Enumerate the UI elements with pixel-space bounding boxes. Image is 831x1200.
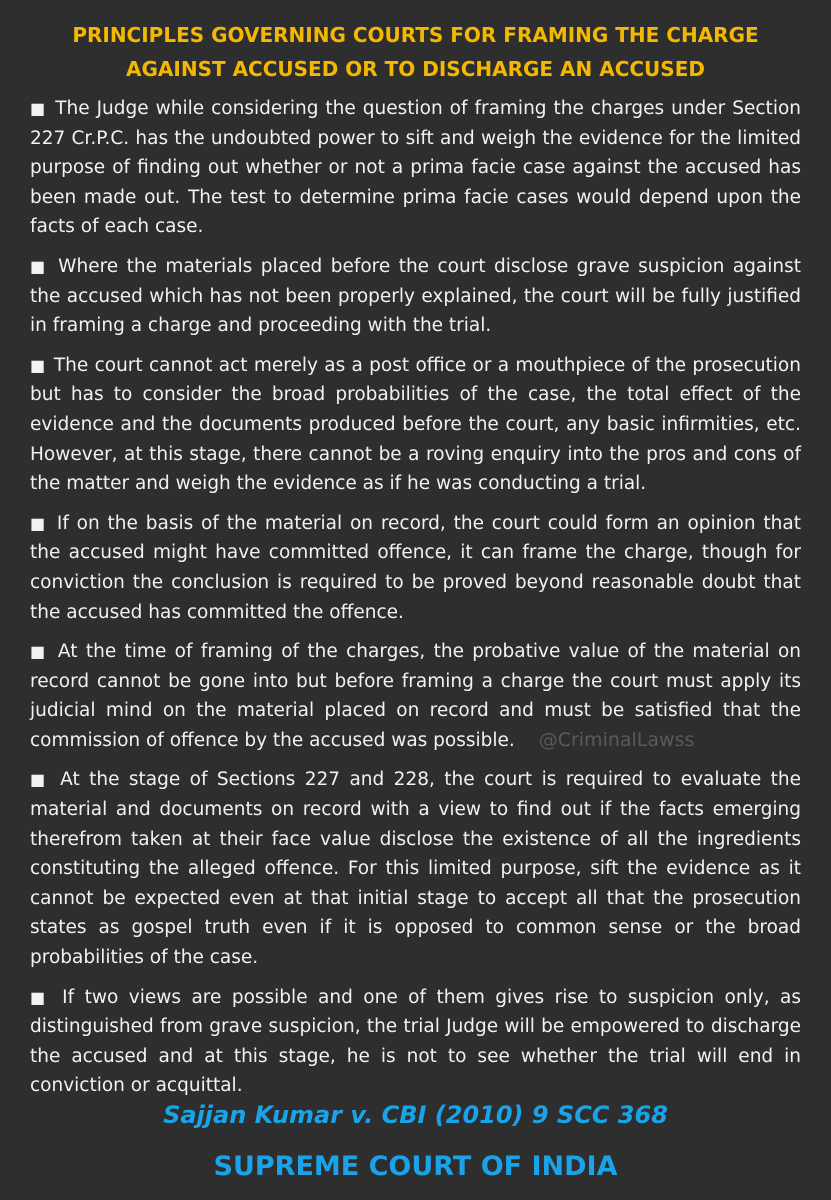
bullet-square-icon: ■ — [30, 513, 48, 533]
principle-paragraph-3 — [30, 351, 801, 499]
title-line-1: PRINCIPLES GOVERNING COURTS FOR FRAMING THE CHARGE — [72, 23, 759, 47]
bullet-square-icon: ■ — [30, 355, 46, 375]
principle-paragraph-2 — [30, 252, 801, 341]
watermark-handle: @CriminalLawss — [538, 728, 695, 751]
case-citation: Sajjan Kumar v. CBI (2010) 9 SCC 368 — [163, 1101, 668, 1129]
principle-paragraph-5 — [30, 637, 801, 755]
bullet-square-icon: ■ — [30, 642, 48, 662]
principle-paragraph-6 — [30, 765, 801, 972]
principle-text-6: At the stage of Sections 227 and 228, the court is required to evaluate the material and documents on record with a view to find out if the facts emerging therefrom taken at their face value disclose the existence of all the ingredients constituting the alleged offence. For this limited purpose, sift the evidence as it cannot be expected even at that initial stage to accept all that the prosecution states as gospel truth even if it is opposed to common sense or the broad probabilities of the case. — [30, 769, 801, 969]
principle-paragraph-4 — [30, 509, 801, 627]
court-name: SUPREME COURT OF INDIA — [213, 1151, 618, 1182]
bullet-square-icon: ■ — [30, 256, 48, 276]
title-line-2: AGAINST ACCUSED OR TO DISCHARGE AN ACCUSED — [126, 57, 705, 81]
principle-paragraph-1 — [30, 94, 801, 242]
principle-text-5: At the time of framing of the charges, the probative value of the material on record cannot be gone into but before framing a charge the court must apply its judicial mind on the material placed on record and must be satisfied that the commission of offence by the accused was possible. — [30, 641, 801, 751]
bullet-square-icon: ■ — [30, 99, 47, 118]
principle-text-1: The Judge while considering the question of framing the charges under Section 227 Cr.P.C. has the undoubted power to sift and weigh the evidence for the limited purpose of finding out whether or not a prima facie case against the accused has been made out. The test to determine prima facie cases would depend upon the facts of each case. — [30, 98, 801, 238]
principle-text-4: If on the basis of the material on record, the court could form an opinion that the accused might have committed offence, it can frame the charge, though for conviction the conclusion is required to be proved beyond reasonable doubt that the accused has committed the offence. — [30, 512, 801, 623]
principles-list — [30, 94, 801, 1111]
bullet-square-icon: ■ — [30, 770, 49, 790]
page-title — [0, 18, 831, 86]
principle-text-7: If two views are possible and one of them gives rise to suspicion only, as distinguished from grave suspicion, the trial Judge will be empowered to discharge the accused and at this stage, he is not to see whether the trial will end in conviction or acquittal. — [30, 986, 802, 1097]
principle-text-2: Where the materials placed before the court disclose grave suspicion against the accused which has not been properly explained, the court will be fully justified in framing a charge and proceeding with the trial. — [30, 255, 802, 337]
principle-paragraph-7 — [30, 983, 801, 1101]
bullet-square-icon: ■ — [30, 987, 50, 1007]
principle-text-3: The court cannot act merely as a post office or a mouthpiece of the prosecution but has to consider the broad probabilities of the case, the total effect of the evidence and the documents produced before the court, any basic infirmities, etc. However, at this stage, there cannot be a roving enquiry into the pros and cons of the matter and weigh the evidence as if he was conducting a trial. — [30, 354, 801, 495]
